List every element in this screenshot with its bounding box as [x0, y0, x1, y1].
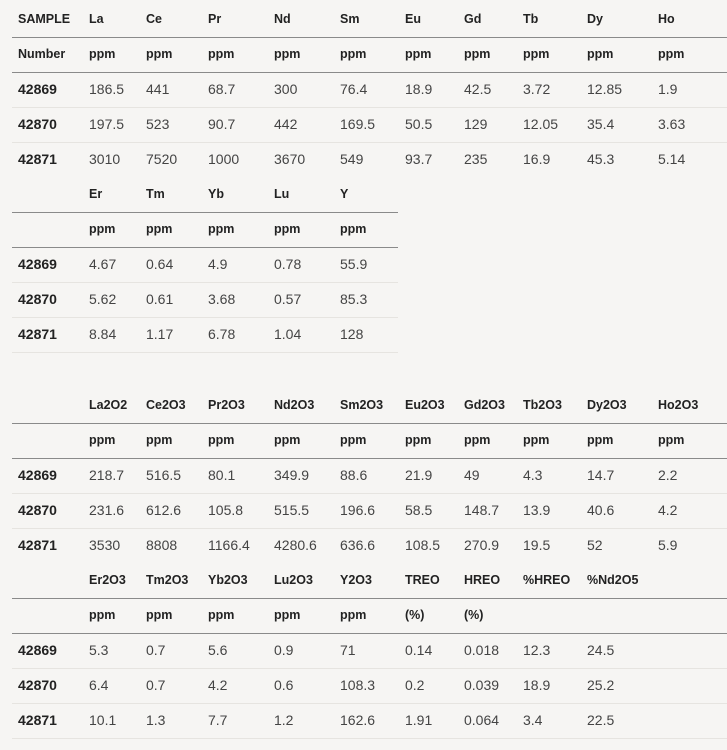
- table-row-cell-3: 90.7: [208, 116, 236, 132]
- table-row-cell-0: 42869: [18, 81, 57, 97]
- unit-row: [12, 37, 727, 72]
- table-row-cell-6: 108.5: [405, 537, 441, 553]
- unit-row-cell-2: ppm: [146, 47, 173, 61]
- table-row-cell-7: 235: [464, 151, 488, 167]
- unit-row-2-cell-1: ppm: [89, 222, 116, 236]
- table-row-cell-4: 300: [274, 81, 298, 97]
- table-row-cell-10: 4.2: [658, 502, 678, 518]
- table-row-cell-8: 4.3: [523, 467, 543, 483]
- table-row-cell-5: 169.5: [340, 116, 376, 132]
- unit-row-2-cell-4: ppm: [274, 608, 301, 622]
- header-row-cell-7: Gd2O3: [464, 398, 505, 412]
- header-row-2-cell-1: Er: [89, 187, 103, 201]
- table-divider: [12, 352, 398, 353]
- table-row-cell-5: 76.4: [340, 81, 368, 97]
- unit-row-cell-2: ppm: [146, 433, 173, 447]
- unit-row-cell-7: ppm: [464, 433, 491, 447]
- table-row-cell-1: 4.67: [89, 256, 117, 272]
- table-row-cell-4: 349.9: [274, 467, 310, 483]
- table-row-cell-2: 0.61: [146, 291, 174, 307]
- table-row-cell-3: 3.68: [208, 291, 236, 307]
- table-row-cell-4: 0.57: [274, 291, 302, 307]
- unit-row-2-cell-4: ppm: [274, 222, 301, 236]
- table-row-cell-7: 129: [464, 116, 488, 132]
- table-row-cell-3: 105.8: [208, 502, 244, 518]
- table-row: [12, 247, 727, 282]
- table-row-cell-7: 0.018: [464, 642, 500, 658]
- table-row-cell-6: 50.5: [405, 116, 433, 132]
- unit-row-cell-5: ppm: [340, 433, 367, 447]
- table-row-cell-3: 4.9: [208, 256, 228, 272]
- header-row-cell-5: Sm: [340, 12, 360, 26]
- table-row-cell-10: 2.2: [658, 467, 678, 483]
- table-row-cell-0: 42869: [18, 642, 57, 658]
- header-row-2-cell-4: Lu: [274, 187, 290, 201]
- table-row-cell-0: 42871: [18, 712, 57, 728]
- header-row-cell-6: Eu: [405, 12, 421, 26]
- table-row-cell-2: 523: [146, 116, 170, 132]
- table-row-cell-9: 22.5: [587, 712, 615, 728]
- table-row-cell-3: 5.6: [208, 642, 228, 658]
- table-row-cell-4: 0.78: [274, 256, 302, 272]
- table-row-cell-4: 3670: [274, 151, 306, 167]
- table-row-cell-0: 42871: [18, 537, 57, 553]
- table-row-cell-9: 45.3: [587, 151, 615, 167]
- table-row-cell-7: 0.064: [464, 712, 500, 728]
- table-row-cell-6: 0.2: [405, 677, 425, 693]
- table-row-cell-10: 1.9: [658, 81, 678, 97]
- header-row-2-cell-2: Tm: [146, 187, 165, 201]
- table-row-cell-1: 186.5: [89, 81, 125, 97]
- table-row-cell-8: 3.4: [523, 712, 543, 728]
- table-row: [12, 458, 727, 493]
- table-row: [12, 703, 727, 738]
- unit-row-cell-10: ppm: [658, 47, 685, 61]
- unit-row-cell-8: ppm: [523, 47, 550, 61]
- table-row-cell-0: 42871: [18, 151, 57, 167]
- header-row-cell-4: Nd: [274, 12, 291, 26]
- table-row-cell-6: 0.14: [405, 642, 433, 658]
- unit-row-2-cell-1: ppm: [89, 608, 116, 622]
- table-row-cell-4: 1.04: [274, 326, 302, 342]
- table-row-cell-6: 93.7: [405, 151, 433, 167]
- unit-row-cell-1: ppm: [89, 433, 116, 447]
- table-row-cell-4: 1.2: [274, 712, 294, 728]
- table-row-cell-3: 1166.4: [208, 537, 250, 553]
- table-row-cell-9: 12.85: [587, 81, 623, 97]
- header-row-2-cell-2: Tm2O3: [146, 573, 189, 587]
- header-row: [12, 388, 727, 423]
- unit-row-cell-6: ppm: [405, 433, 432, 447]
- table-row-cell-3: 80.1: [208, 467, 236, 483]
- table-row-cell-7: 0.039: [464, 677, 500, 693]
- header-row-2-cell-5: Y: [340, 187, 349, 201]
- header-row-cell-6: Eu2O3: [405, 398, 445, 412]
- header-row-2-cell-6: TREO: [405, 573, 440, 587]
- table-row-cell-5: 196.6: [340, 502, 376, 518]
- table-row-cell-8: 18.9: [523, 677, 551, 693]
- table-row: [12, 107, 727, 142]
- unit-row-2-cell-6: (%): [405, 608, 425, 622]
- header-row-cell-8: Tb2O3: [523, 398, 562, 412]
- unit-row-cell-9: ppm: [587, 433, 614, 447]
- table-row-cell-1: 6.4: [89, 677, 109, 693]
- table-row-cell-8: 3.72: [523, 81, 551, 97]
- table-row-cell-1: 10.1: [89, 712, 117, 728]
- table-row-cell-1: 8.84: [89, 326, 117, 342]
- table-row: [12, 493, 727, 528]
- unit-row-cell-9: ppm: [587, 47, 614, 61]
- table-row-cell-0: 42869: [18, 467, 57, 483]
- table-row-cell-1: 5.3: [89, 642, 109, 658]
- header-row-cell-5: Sm2O3: [340, 398, 384, 412]
- unit-row-2-cell-2: ppm: [146, 608, 173, 622]
- table-row-cell-7: 49: [464, 467, 480, 483]
- table-row-cell-0: 42869: [18, 256, 57, 272]
- table-row-cell-4: 0.9: [274, 642, 294, 658]
- table-row-cell-8: 12.05: [523, 116, 559, 132]
- table-row-cell-1: 5.62: [89, 291, 117, 307]
- unit-row-cell-3: ppm: [208, 47, 235, 61]
- table-row-cell-9: 40.6: [587, 502, 615, 518]
- table-row-cell-1: 197.5: [89, 116, 125, 132]
- table-row-cell-2: 441: [146, 81, 170, 97]
- table-row-cell-1: 3530: [89, 537, 121, 553]
- table-row-cell-1: 3010: [89, 151, 121, 167]
- table-row-cell-2: 0.7: [146, 677, 166, 693]
- header-row-2-cell-7: HREO: [464, 573, 501, 587]
- table-row-cell-6: 1.91: [405, 712, 433, 728]
- table-divider: [12, 738, 727, 739]
- header-row-cell-9: Dy: [587, 12, 603, 26]
- table-row-cell-0: 42870: [18, 291, 57, 307]
- table-row-cell-4: 0.6: [274, 677, 294, 693]
- table-row-cell-2: 7520: [146, 151, 178, 167]
- table-row-cell-6: 18.9: [405, 81, 433, 97]
- table-row-cell-3: 1000: [208, 151, 240, 167]
- header-row-2-cell-3: Yb: [208, 187, 224, 201]
- table-row-cell-2: 1.3: [146, 712, 166, 728]
- table-row-cell-0: 42870: [18, 502, 57, 518]
- table-row: [12, 72, 727, 107]
- table-row-cell-3: 6.78: [208, 326, 236, 342]
- header-row-cell-3: Pr: [208, 12, 222, 26]
- table-row-cell-2: 612.6: [146, 502, 182, 518]
- table-row: [12, 633, 727, 668]
- header-row-2-cell-8: %HREO: [523, 573, 571, 587]
- table-row: [12, 528, 727, 563]
- unit-row-cell-6: ppm: [405, 47, 432, 61]
- table-row-cell-2: 8808: [146, 537, 178, 553]
- table-row-cell-5: 88.6: [340, 467, 368, 483]
- header-row-cell-3: Pr2O3: [208, 398, 245, 412]
- header-row-2-cell-9: %Nd2O5: [587, 573, 639, 587]
- header-row: [12, 2, 727, 37]
- header-row-cell-0: SAMPLE: [18, 12, 71, 26]
- unit-row-cell-7: ppm: [464, 47, 491, 61]
- header-row-cell-7: Gd: [464, 12, 482, 26]
- unit-row-2-cell-5: ppm: [340, 608, 367, 622]
- table-row-cell-7: 42.5: [464, 81, 492, 97]
- table-row-cell-4: 442: [274, 116, 298, 132]
- unit-row-2: [12, 212, 727, 247]
- table-row-cell-3: 68.7: [208, 81, 236, 97]
- table-row-cell-5: 162.6: [340, 712, 376, 728]
- header-row-2-cell-3: Yb2O3: [208, 573, 248, 587]
- table-row-cell-8: 16.9: [523, 151, 551, 167]
- unit-row-cell-3: ppm: [208, 433, 235, 447]
- unit-row-cell-1: ppm: [89, 47, 116, 61]
- table-row: [12, 317, 727, 352]
- unit-row-2-cell-7: (%): [464, 608, 484, 622]
- table-row-cell-4: 4280.6: [274, 537, 317, 553]
- header-row-2: [12, 563, 727, 598]
- header-row-cell-1: La: [89, 12, 104, 26]
- table-row-cell-5: 85.3: [340, 291, 368, 307]
- header-row-2-cell-5: Y2O3: [340, 573, 372, 587]
- header-row-cell-8: Tb: [523, 12, 539, 26]
- unit-row: [12, 423, 727, 458]
- table-row-cell-8: 13.9: [523, 502, 551, 518]
- table-row-cell-1: 231.6: [89, 502, 125, 518]
- table-row: [12, 282, 727, 317]
- table-row-cell-5: 55.9: [340, 256, 368, 272]
- header-row-cell-10: Ho: [658, 12, 675, 26]
- unit-row-2-cell-3: ppm: [208, 222, 235, 236]
- unit-row-2-cell-3: ppm: [208, 608, 235, 622]
- table-row-cell-0: 42870: [18, 116, 57, 132]
- table-row-cell-9: 35.4: [587, 116, 615, 132]
- table-row: [12, 142, 727, 177]
- table-row-cell-10: 5.9: [658, 537, 678, 553]
- table-row-cell-10: 3.63: [658, 116, 686, 132]
- header-row-cell-2: Ce2O3: [146, 398, 186, 412]
- table-row-cell-7: 270.9: [464, 537, 500, 553]
- header-row-cell-10: Ho2O3: [658, 398, 699, 412]
- table-row-cell-0: 42870: [18, 677, 57, 693]
- unit-row-2: [12, 598, 727, 633]
- table-row-cell-5: 128: [340, 326, 364, 342]
- table-row-cell-2: 1.17: [146, 326, 174, 342]
- table-row-cell-4: 515.5: [274, 502, 310, 518]
- unit-row-2-cell-5: ppm: [340, 222, 367, 236]
- unit-row-cell-0: Number: [18, 47, 66, 61]
- table-row-cell-5: 108.3: [340, 677, 376, 693]
- header-row-2-cell-4: Lu2O3: [274, 573, 313, 587]
- unit-row-cell-4: ppm: [274, 47, 301, 61]
- table-row-cell-2: 0.7: [146, 642, 166, 658]
- table-row-cell-6: 21.9: [405, 467, 433, 483]
- table-row-cell-7: 148.7: [464, 502, 500, 518]
- table-row-cell-1: 218.7: [89, 467, 125, 483]
- header-row-cell-4: Nd2O3: [274, 398, 315, 412]
- table-row-cell-0: 42871: [18, 326, 57, 342]
- header-row-cell-2: Ce: [146, 12, 162, 26]
- table-row-cell-8: 19.5: [523, 537, 551, 553]
- table-row-cell-3: 4.2: [208, 677, 228, 693]
- header-row-cell-9: Dy2O3: [587, 398, 627, 412]
- table-row-cell-6: 58.5: [405, 502, 433, 518]
- table-row-cell-5: 549: [340, 151, 364, 167]
- table-row-cell-3: 7.7: [208, 712, 228, 728]
- unit-row-cell-8: ppm: [523, 433, 550, 447]
- table-row-cell-2: 0.64: [146, 256, 174, 272]
- table-row-cell-5: 636.6: [340, 537, 376, 553]
- table-row: [12, 668, 727, 703]
- table-row-cell-9: 24.5: [587, 642, 615, 658]
- table-row-cell-2: 516.5: [146, 467, 182, 483]
- table-row-cell-10: 5.14: [658, 151, 686, 167]
- unit-row-cell-5: ppm: [340, 47, 367, 61]
- table-row-cell-9: 52: [587, 537, 603, 553]
- header-row-cell-1: La2O2: [89, 398, 128, 412]
- table-row-cell-5: 71: [340, 642, 356, 658]
- header-row-2: [12, 177, 727, 212]
- unit-row-cell-4: ppm: [274, 433, 301, 447]
- table-row-cell-9: 25.2: [587, 677, 615, 693]
- header-row-2-cell-1: Er2O3: [89, 573, 126, 587]
- unit-row-2-cell-2: ppm: [146, 222, 173, 236]
- unit-row-cell-10: ppm: [658, 433, 685, 447]
- table-row-cell-8: 12.3: [523, 642, 551, 658]
- table-row-cell-9: 14.7: [587, 467, 615, 483]
